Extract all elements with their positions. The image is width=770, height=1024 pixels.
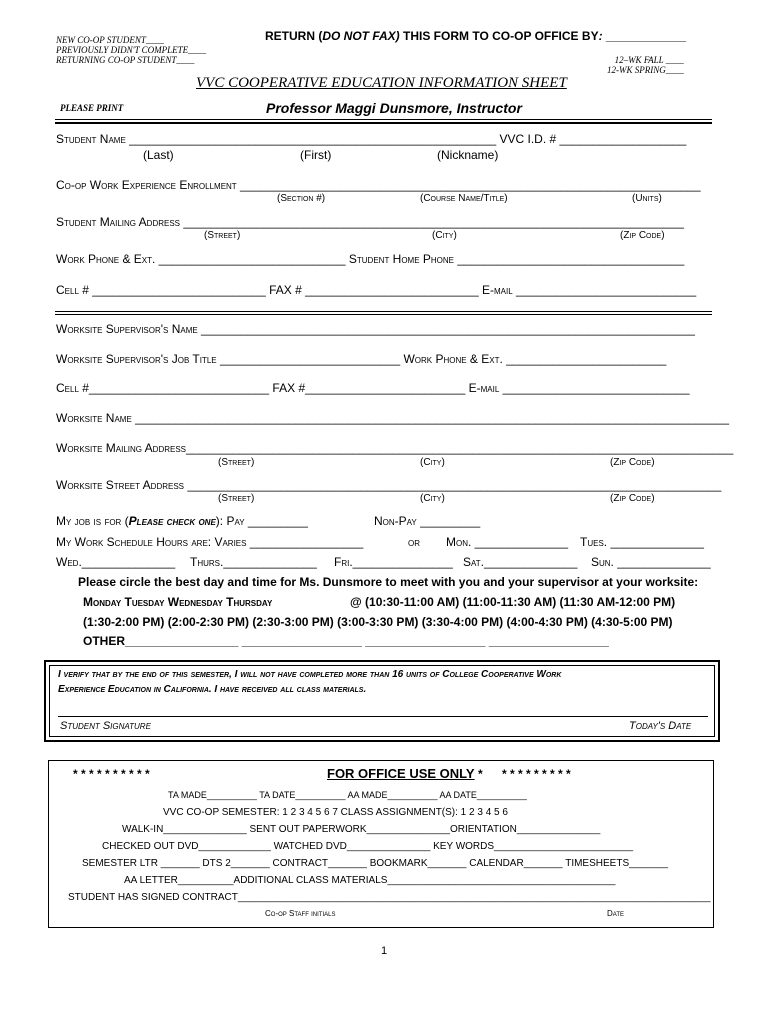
monday-hours-field[interactable]: Mon. ______________ — [446, 535, 569, 549]
meeting-instruction: Please circle the best day and time for Ms. Dunsmore to meet with you and your supervisor at your worksite: — [78, 575, 699, 589]
tuesday-hours-field[interactable]: Tues. ______________ — [580, 535, 704, 549]
label-section: (Section #) — [277, 193, 326, 204]
student-cell-fax-email-field[interactable]: Cell # __________________________ FAX # __________________________ E-mail ___________________________ — [56, 283, 697, 297]
student-name-field[interactable]: Student Name _______________________________________________________ VVC I.D. # ___________________ — [56, 132, 687, 146]
instructor-name: Professor Maggi Dunsmore, Instructor — [266, 100, 522, 116]
label-nickname: (Nickname) — [437, 148, 499, 162]
label-course: (Course Name/Title) — [420, 193, 508, 204]
office-stars-left: * * * * * * * * * * — [73, 767, 150, 781]
meeting-other-field[interactable]: OTHER_________________ __________________ __________________ __________________ — [83, 634, 609, 648]
student-phone-field[interactable]: Work Phone & Ext. ____________________________ Student Home Phone __________________________________ — [56, 252, 685, 266]
status-returning: RETURNING CO-OP STUDENT____ — [56, 55, 195, 65]
office-ta-aa-row[interactable]: TA MADE__________ TA DATE__________ AA MADE__________ AA DATE__________ — [168, 790, 527, 800]
friday-hours-field[interactable]: Fri._______________ — [334, 555, 453, 569]
job-pay-type-field[interactable]: My job is for (Please check one): Pay _________ — [56, 514, 308, 528]
term-spring: 12-WK SPRING____ — [607, 65, 684, 75]
label-zip: (Zip Code) — [610, 457, 655, 468]
office-stars-right: * * * * * * * * * — [502, 767, 571, 781]
label-zip: (Zip Code) — [620, 230, 665, 241]
office-materials-row[interactable]: SEMESTER LTR _______ DTS 2_______ CONTRACT_______ BOOKMARK_______ CALENDAR_______ TIMESHEETS_______ — [82, 858, 669, 869]
thursday-hours-field[interactable]: Thurs.______________ — [190, 555, 317, 569]
student-mailing-address-field[interactable]: Student Mailing Address ___________________________________________________________________________ — [56, 215, 684, 229]
label-zip: (Zip Code) — [610, 493, 655, 504]
status-previously: PREVIOUSLY DIDN'T COMPLETE____ — [56, 45, 207, 55]
worksite-cell-fax-email-field[interactable]: Cell #___________________________ FAX #________________________ E-mail ____________________________ — [56, 381, 690, 395]
sunday-hours-field[interactable]: Sun. ______________ — [591, 555, 711, 569]
label-city: (City) — [420, 493, 445, 504]
worksite-supervisor-field[interactable]: Worksite Supervisor's Name __________________________________________________________________________ — [56, 322, 695, 336]
office-date-label: Date — [607, 909, 625, 918]
label-city: (City) — [432, 230, 457, 241]
wednesday-hours-field[interactable]: Wed.______________ — [56, 555, 176, 569]
worksite-street-address-field[interactable]: Worksite Street Address ________________________________________________________________________________ — [56, 478, 722, 492]
or-label: or — [408, 535, 420, 549]
meeting-times-morning[interactable]: @ (10:30-11:00 AM) (11:00-11:30 AM) (11:30 AM-12:00 PM) — [350, 595, 676, 609]
label-street: (Street) — [204, 230, 241, 241]
term-options — [607, 55, 684, 75]
section-divider-bottom — [55, 314, 712, 315]
office-dvd-row[interactable]: CHECKED OUT DVD_____________ WATCHED DVD_______________ KEY WORDS_________________________ — [102, 841, 634, 852]
please-print-note: PLEASE PRINT — [60, 103, 124, 113]
todays-date-label: Today's Date — [629, 720, 692, 732]
office-paperwork-row[interactable]: WALK-IN_______________ SENT OUT PAPERWORK_______________ORIENTATION_______________ — [122, 824, 601, 835]
staff-initials-label: Co-op Staff initials — [265, 909, 336, 918]
section-divider-top — [55, 311, 712, 312]
signature-line[interactable] — [58, 716, 708, 717]
worksite-mailing-address-field[interactable]: Worksite Mailing Address__________________________________________________________________________________ — [56, 441, 734, 455]
office-aa-letter-row[interactable]: AA LETTER__________ADDITIONAL CLASS MATERIALS_________________________________________ — [124, 875, 616, 886]
label-last: (Last) — [143, 148, 174, 162]
saturday-hours-field[interactable]: Sat.______________ — [463, 555, 578, 569]
status-new: NEW CO-OP STUDENT____ — [56, 35, 164, 45]
meeting-days[interactable]: Monday Tuesday Wednesday Thursday — [83, 595, 273, 609]
office-contract-row[interactable]: STUDENT HAS SIGNED CONTRACT_____________________________________________________________________________________ — [68, 892, 711, 903]
label-city: (City) — [420, 457, 445, 468]
non-pay-field[interactable]: Non-Pay _________ — [374, 514, 481, 528]
supervisor-job-title-field[interactable]: Worksite Supervisor's Job Title ___________________________ Work Phone & Ext. ________________________ — [56, 352, 667, 366]
label-street: (Street) — [218, 493, 255, 504]
worksite-name-field[interactable]: Worksite Name _________________________________________________________________________________________ — [56, 411, 730, 425]
student-status-options — [56, 35, 206, 65]
enrollment-field[interactable]: Co-op Work Experience Enrollment _____________________________________________________________________ — [56, 178, 701, 192]
header-divider-top — [55, 119, 712, 120]
office-star-pre: * — [478, 767, 483, 781]
office-semester-row[interactable]: VVC CO-OP SEMESTER: 1 2 3 4 5 6 7 CLASS ASSIGNMENT(S): 1 2 3 4 5 6 — [163, 807, 508, 818]
label-first: (First) — [300, 148, 332, 162]
label-street: (Street) — [218, 457, 255, 468]
student-signature-label: Student Signature — [60, 720, 151, 732]
page-title: VVC COOPERATIVE EDUCATION INFORMATION SHEET — [196, 75, 567, 91]
page-number: 1 — [381, 945, 388, 957]
meeting-times-afternoon[interactable]: (1:30-2:00 PM) (2:00-2:30 PM) (2:30-3:00 PM) (3:00-3:30 PM) (3:30-4:00 PM) (4:00-4:30 PM) (4:30-5:00 PM) — [83, 615, 673, 629]
term-fall: 12–WK FALL ____ — [614, 55, 684, 65]
label-units: (Units) — [632, 193, 662, 204]
return-instruction: RETURN (DO NOT FAX) THIS FORM TO CO-OP OFFICE BY: ____________ — [265, 29, 686, 43]
schedule-varies-field[interactable]: My Work Schedule Hours are: Varies _________________ — [56, 535, 364, 549]
office-use-title: FOR OFFICE USE ONLY — [327, 766, 475, 781]
verification-statement: I verify that by the end of this semester, I will not have completed more than 16 units of College Cooperative Work Experience Education in California. I have received all class materials. — [58, 669, 562, 695]
header-divider-bottom — [55, 122, 712, 124]
